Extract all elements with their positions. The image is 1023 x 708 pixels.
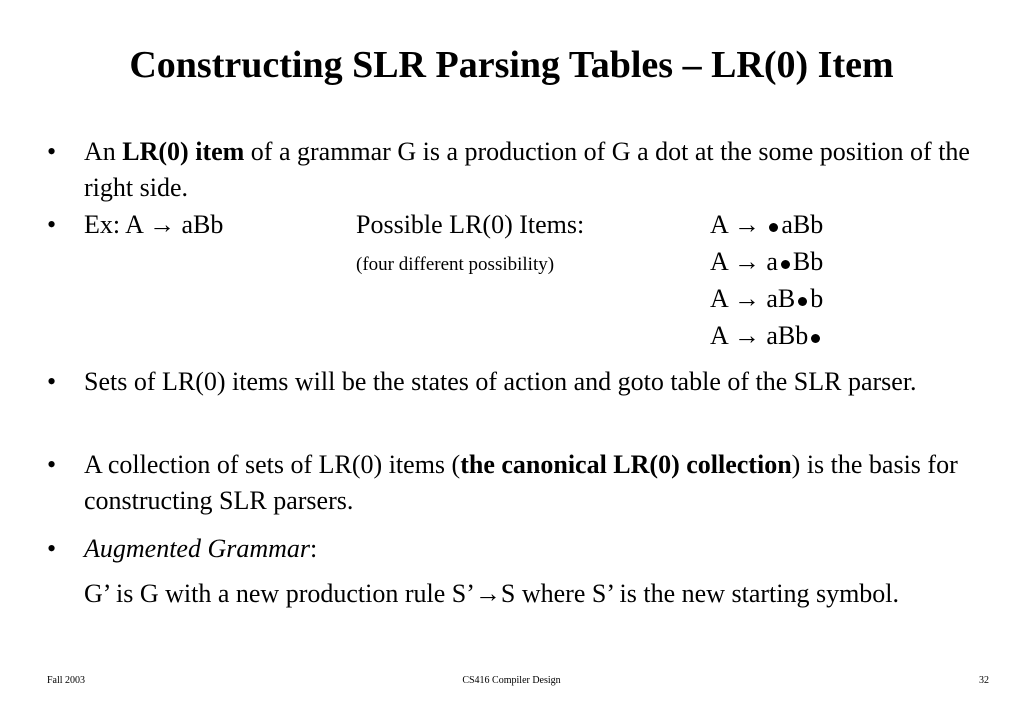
item-before-dot: aBb	[766, 321, 809, 350]
dot-marker	[769, 223, 778, 232]
term-lr0-item: LR(0) item	[122, 137, 245, 166]
bullet-marker: •	[47, 534, 57, 563]
item-after-dot: b	[810, 284, 824, 313]
text-segment: An	[84, 137, 123, 166]
bullet-canonical-collection	[84, 447, 984, 519]
lr0-item-2	[710, 244, 823, 280]
lr0-item-4	[710, 318, 823, 354]
text-segment: :	[310, 534, 318, 563]
lr0-item-3	[710, 281, 823, 317]
bullet-augmented-grammar	[84, 531, 984, 567]
term-augmented-grammar: Augmented Grammar	[84, 534, 311, 563]
footer-course: CS416 Compiler Design	[462, 675, 561, 686]
example-production: Ex: A → aBb	[84, 210, 224, 239]
item-lhs: A	[710, 284, 728, 313]
arrow-icon: →	[733, 284, 760, 313]
item-before-dot: aB	[766, 284, 796, 313]
dot-marker	[798, 297, 807, 306]
item-before-dot: a	[766, 247, 778, 276]
bullet-sets-of-items: Sets of LR(0) items will be the states of action and goto table of the SLR parser.	[84, 367, 917, 396]
slide-title: Constructing SLR Parsing Tables – LR(0) Item	[129, 44, 894, 86]
item-after-dot: aBb	[781, 210, 824, 239]
arrow-icon: →	[733, 247, 760, 276]
text-segment: ) is the basis for constructing SLR parsers.	[84, 450, 958, 515]
bullet-lr0-item-definition	[84, 134, 984, 206]
lr0-item-1	[710, 207, 823, 243]
item-after-dot: Bb	[792, 247, 824, 276]
footer-date: Fall 2003	[47, 675, 86, 686]
footer-page-number: 32	[979, 675, 989, 686]
dot-marker	[811, 334, 820, 343]
possibility-note: (four different possibility)	[356, 254, 555, 275]
item-lhs: A	[710, 321, 728, 350]
possible-items-label: Possible LR(0) Items:	[356, 210, 585, 239]
bullet-marker: •	[47, 137, 57, 166]
text-segment: of a grammar G is a production of G a dot at the some position of the right side.	[84, 137, 970, 202]
item-lhs: A	[710, 210, 728, 239]
bullet-marker: •	[47, 367, 57, 396]
arrow-icon: →	[733, 210, 760, 239]
text-segment: A collection of sets of LR(0) items (	[84, 450, 461, 479]
bullet-marker: •	[47, 210, 57, 239]
arrow-icon: →	[733, 321, 760, 350]
item-lhs: A	[710, 247, 728, 276]
dot-marker	[781, 260, 790, 269]
term-canonical-collection: the canonical LR(0) collection	[460, 450, 792, 479]
bullet-marker: •	[47, 450, 57, 479]
augmented-grammar-detail: G’ is G with a new production rule S’→S where S’ is the new starting symbol.	[84, 579, 900, 608]
